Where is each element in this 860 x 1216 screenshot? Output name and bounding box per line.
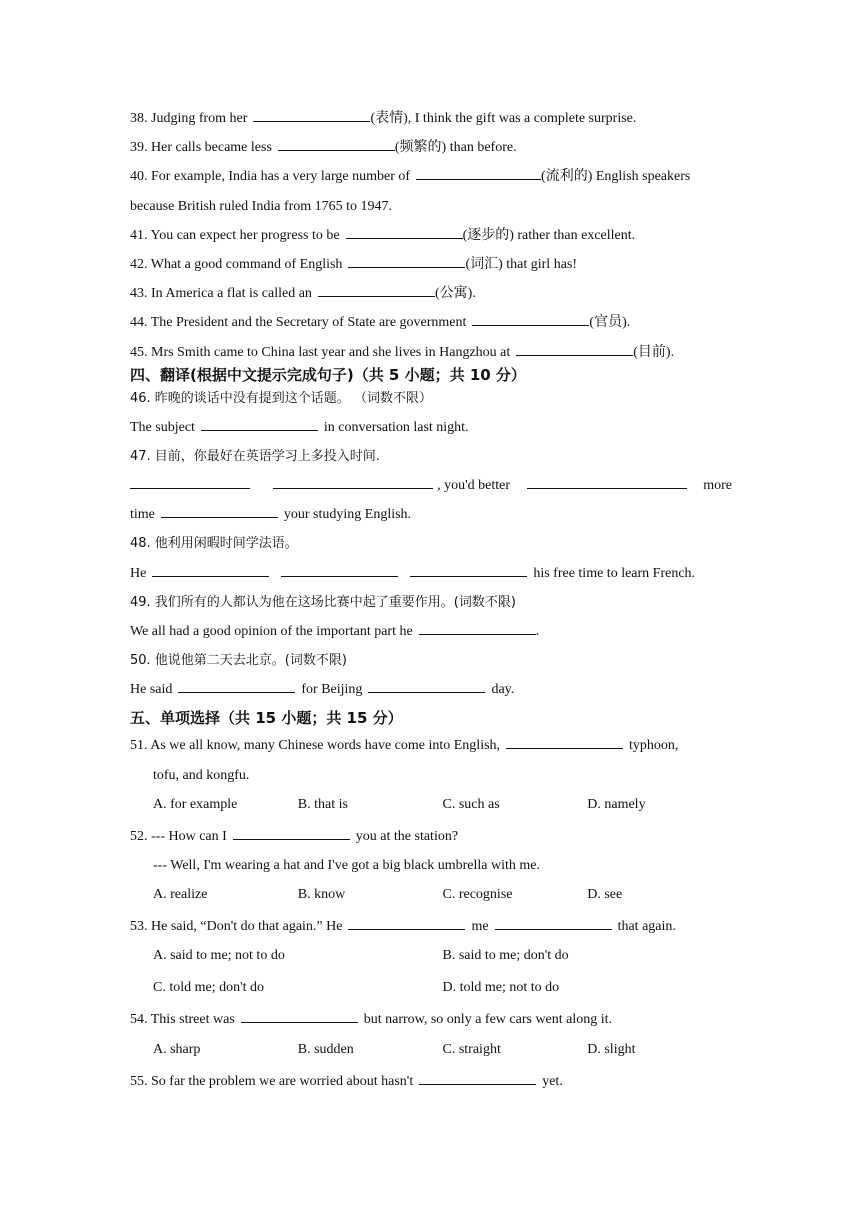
answer-blank[interactable]	[273, 475, 433, 489]
question-40: 40. For example, India has a very large number of (流利的) English speakers	[130, 166, 732, 195]
answer-blank[interactable]	[318, 283, 435, 297]
question-49-prompt: 49. 我们所有的人都认为他在这场比赛中起了重要作用。(词数不限)	[130, 594, 516, 610]
question-52-options	[130, 884, 732, 916]
question-52-reply: --- Well, I'm wearing a hat and I've got a big black umbrella with me.	[153, 857, 540, 873]
question-46: The subject in conversation last night.	[130, 417, 732, 446]
question-41: 41. You can expect her progress to be (逐步的) rather than excellent.	[130, 225, 732, 254]
option-c[interactable]: C. told me; don't do	[153, 980, 265, 996]
section-heading-multiple-choice: 五、单项选择（共 15 小题；共 15 分）	[130, 709, 403, 728]
answer-blank[interactable]	[152, 563, 269, 577]
answer-blank[interactable]	[516, 342, 633, 356]
answer-blank[interactable]	[161, 504, 278, 518]
option-d[interactable]: D. see	[587, 887, 623, 903]
option-c[interactable]: C. such as	[442, 796, 500, 812]
option-b[interactable]: B. that is	[297, 796, 348, 812]
question-38: 38. Judging from her (表情), I think the gift was a complete surprise.	[130, 108, 732, 137]
question-48-prompt: 48. 他利用闲暇时间学法语。	[130, 536, 298, 552]
answer-blank[interactable]	[472, 312, 589, 326]
question-46-prompt: 46. 昨晚的谈话中没有提到这个话题。 （词数不限）	[130, 390, 432, 406]
answer-blank[interactable]	[527, 475, 687, 489]
answer-blank[interactable]	[506, 735, 623, 749]
question-53-options-row1	[130, 945, 732, 977]
answer-blank[interactable]	[278, 137, 395, 151]
option-a[interactable]: A. sharp	[153, 1041, 201, 1057]
answer-blank[interactable]	[241, 1009, 358, 1023]
question-52: 52. --- How can I you at the station?	[130, 826, 732, 855]
answer-blank[interactable]	[201, 417, 318, 431]
question-50: He said for Beijing day.	[130, 679, 732, 701]
question-50-prompt: 50. 他说他第二天去北京。(词数不限)	[130, 653, 347, 669]
answer-blank[interactable]	[130, 475, 250, 489]
question-43: 43. In America a flat is called an (公寓).	[130, 283, 732, 312]
question-55: 55. So far the problem we are worried about hasn't yet.	[130, 1071, 732, 1100]
answer-blank[interactable]	[233, 826, 350, 840]
question-39: 39. Her calls became less (频繁的) than before.	[130, 137, 732, 166]
question-45: 45. Mrs Smith came to China last year and she lives in Hangzhou at (目前).	[130, 342, 732, 364]
question-40-continued: because British ruled India from 1765 to 1947.	[130, 198, 393, 214]
question-53-options-row2	[130, 977, 732, 1009]
option-a[interactable]: A. said to me; not to do	[153, 948, 285, 964]
option-c[interactable]: C. recognise	[442, 887, 513, 903]
answer-blank[interactable]	[253, 108, 370, 122]
option-c[interactable]: C. straight	[442, 1041, 501, 1057]
question-48: He his free time to learn French.	[130, 563, 732, 592]
answer-blank[interactable]	[281, 563, 398, 577]
answer-blank[interactable]	[348, 916, 465, 930]
question-47-line2: time your studying English.	[130, 504, 732, 533]
exam-page	[130, 108, 732, 1100]
option-d[interactable]: D. slight	[587, 1041, 636, 1057]
question-51-continued: tofu, and kongfu.	[153, 767, 250, 783]
answer-blank[interactable]	[419, 621, 536, 635]
option-a[interactable]: A. realize	[153, 887, 208, 903]
option-d[interactable]: D. namely	[587, 796, 646, 812]
answer-blank[interactable]	[368, 679, 485, 693]
answer-blank[interactable]	[416, 166, 541, 180]
option-b[interactable]: B. sudden	[297, 1041, 354, 1057]
answer-blank[interactable]	[178, 679, 295, 693]
answer-blank[interactable]	[495, 916, 612, 930]
question-47: , you'd better more	[130, 475, 732, 504]
question-53: 53. He said, “Don't do that again.” He me that again.	[130, 916, 732, 945]
answer-blank[interactable]	[419, 1071, 536, 1085]
option-d[interactable]: D. told me; not to do	[442, 980, 560, 996]
question-49: We all had a good opinion of the important part he .	[130, 621, 732, 650]
question-44: 44. The President and the Secretary of State are government (官员).	[130, 312, 732, 341]
question-51-options	[130, 794, 732, 826]
question-51: 51. As we all know, many Chinese words have come into English, typhoon,	[130, 735, 732, 764]
section-heading-translation: 四、翻译(根据中文提示完成句子)（共 5 小题；共 10 分）	[130, 365, 526, 384]
option-b[interactable]: B. said to me; don't do	[442, 948, 569, 964]
question-54: 54. This street was but narrow, so only a few cars went along it.	[130, 1009, 732, 1038]
option-a[interactable]: A. for example	[153, 796, 238, 812]
question-42: 42. What a good command of English (词汇) that girl has!	[130, 254, 732, 283]
question-47-prompt: 47. 目前，你最好在英语学习上多投入时间.	[130, 448, 380, 464]
answer-blank[interactable]	[410, 563, 527, 577]
option-b[interactable]: B. know	[297, 887, 346, 903]
question-54-options	[130, 1039, 732, 1071]
answer-blank[interactable]	[348, 254, 465, 268]
answer-blank[interactable]	[346, 225, 463, 239]
